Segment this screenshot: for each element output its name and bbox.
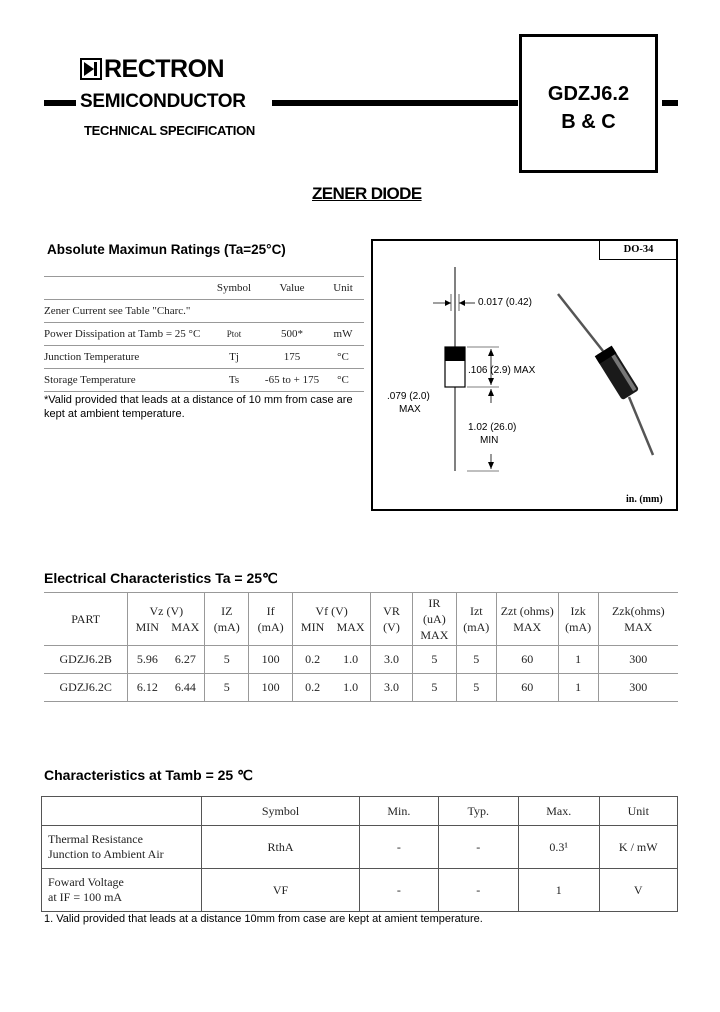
header-sub-label: MAX [624,620,653,634]
vr-cell: 3.0 [371,646,413,674]
header-cell [44,277,206,300]
header-sub-label: MAX [336,620,365,634]
table-header-row [44,593,678,646]
header-label: Zzk(ohms) [611,604,665,618]
header-cell: Unit [322,277,364,300]
header-izt [456,593,496,646]
symbol-cell: VF [201,869,359,912]
zzt-cell: 60 [496,674,558,702]
table-row [42,826,678,869]
vz-max: 6.27 [174,652,196,666]
value-cell: 175 [262,346,322,369]
unit-cell: °C [322,369,364,392]
header-sub-label: MAX [171,620,200,634]
header-label: Vf (V) [315,604,348,618]
abs-max-table [44,276,364,392]
abs-max-title: Absolute Maximun Ratings (Ta=25°C) [47,242,286,257]
param-cell: Storage Temperature [44,369,206,392]
diode-logo-icon [80,58,102,80]
header-label: If [266,604,275,618]
table-row [44,300,364,323]
table-row [42,869,678,912]
vz-cell [128,646,205,674]
abs-max-footnote: *Valid provided that leads at a distance of 10 mm from case are kept at ambient temperature. [44,394,353,420]
if-cell: 100 [249,646,293,674]
table-row [44,369,364,392]
unit-cell: K / mW [599,826,677,869]
param-cell: Power Dissipation at Tamb = 25 °C [44,323,206,346]
param-label: Thermal Resistance [48,832,143,846]
header-vz [128,593,205,646]
header-sub-label: (mA) [213,620,240,634]
param-cell: Junction Temperature [44,346,206,369]
unit-cell: mW [322,323,364,346]
header-ir [412,593,456,646]
header-cell: Typ. [438,797,518,826]
symbol-cell: Ptot [206,323,262,346]
header-sub-label: MAX [420,628,449,642]
vf-min: 0.2 [305,680,321,694]
typ-cell: - [438,826,518,869]
lead-3d-top [558,294,603,351]
header-cell: Value [262,277,322,300]
table-row [44,346,364,369]
characteristics-table [41,796,678,912]
electrical-title: Electrical Characteristics Ta = 25℃ [44,570,278,586]
header-sub-label: (uA) [423,612,446,626]
units-label: in. (mm) [626,494,663,505]
unit-cell: °C [322,346,364,369]
vz-min: 5.96 [136,652,158,666]
header-iz [205,593,249,646]
value-cell [262,300,322,323]
header-sub-label: (V) [383,620,400,634]
header-sub-label: (mA) [257,620,284,634]
header-if [249,593,293,646]
vr-cell: 3.0 [371,674,413,702]
header-sub-label: (mA) [463,620,490,634]
header-cell: Unit [599,797,677,826]
part-number: GDZJ6.2 [547,83,630,105]
header-label: Zzt (ohms) [500,604,554,618]
header-sub-label: MAX [513,620,542,634]
izk-cell: 1 [558,674,598,702]
header-izk [558,593,598,646]
ir-cell: 5 [412,646,456,674]
header-label: Vz (V) [149,604,184,618]
min-cell: - [360,826,439,869]
header-vr [371,593,413,646]
header-cell: Symbol [201,797,359,826]
min-cell: - [360,869,439,912]
vz-min: 6.12 [136,680,158,694]
unit-cell [322,300,364,323]
header-cell: Min. [360,797,439,826]
izt-cell: 5 [456,646,496,674]
header-sub-label: (mA) [565,620,592,634]
dim-lead-diameter: 0.017 (0.42) [478,297,532,308]
iz-cell: 5 [205,674,249,702]
vz-cell [128,674,205,702]
header-zzt [496,593,558,646]
header-cell [42,797,202,826]
if-cell: 100 [249,674,293,702]
vf-cell [293,674,371,702]
part-cell: GDZJ6.2C [44,674,128,702]
max-cell: 0.3¹ [518,826,599,869]
header-label: VR [383,604,400,618]
zzk-cell: 300 [598,674,678,702]
table-row [44,674,678,702]
izk-cell: 1 [558,646,598,674]
brand-subtitle: SEMICONDUCTOR [80,91,246,112]
typ-cell: - [438,869,518,912]
symbol-cell: Ts [206,369,262,392]
vf-cell [293,646,371,674]
part-variants: B & C [561,111,616,133]
header-sub-label: MIN [300,620,325,634]
value-cell: -65 to + 175 [262,369,322,392]
document-title: ZENER DIODE [312,184,422,203]
max-cell: 1 [518,869,599,912]
value-cell: 500* [262,323,322,346]
dim-lead-length: 1.02 (26.0) [468,422,517,433]
dim-lead-length-min: MIN [480,435,499,446]
header-cell: Max. [518,797,599,826]
header-cell: Symbol [206,277,262,300]
table-header-row [42,797,678,826]
symbol-cell [206,300,262,323]
header-sub-label: MIN [135,620,159,634]
symbol-cell: RthA [201,826,359,869]
ir-cell: 5 [412,674,456,702]
vf-max: 1.0 [343,680,359,694]
header-label: Izk [570,604,586,618]
zzk-cell: 300 [598,646,678,674]
cathode-band [445,347,465,361]
param-sublabel: at IF = 100 mA [48,890,123,904]
lead-3d-bottom [629,397,653,455]
part-number-box [519,34,658,173]
param-label: Foward Voltage [48,875,124,889]
symbol-cell: Tj [206,346,262,369]
header-rule-right [272,100,518,106]
table-row [44,323,364,346]
header-label: IR [428,596,441,610]
header-rule-left [44,100,76,106]
header-label: Izt [469,604,483,618]
dim-body-diameter-max: MAX [399,404,421,415]
vf-min: 0.2 [305,652,321,666]
brand-name: RECTRON [104,55,225,83]
tagline: TECHNICAL SPECIFICATION [84,123,256,138]
header-part [44,593,128,646]
electrical-table [44,592,678,702]
izt-cell: 5 [456,674,496,702]
characteristics-title: Characteristics at Tamb = 25 ℃ [44,767,253,783]
diode-3d-body [595,346,640,401]
header-zzk [598,593,678,646]
header-rule-far [662,100,678,106]
zzt-cell: 60 [496,646,558,674]
unit-cell: V [599,869,677,912]
dim-body-diameter: .079 (2.0) [387,391,430,402]
characteristics-footnote: 1. Valid provided that leads at a distance 10mm from case are kept at amient temperature. [44,913,483,925]
table-row [44,646,678,674]
header-label: PART [71,612,101,626]
header-vf [293,593,371,646]
header-label: IZ [221,604,233,618]
param-cell [42,826,202,869]
vz-max: 6.44 [174,680,196,694]
package-name: DO-34 [599,241,677,260]
param-cell [42,869,202,912]
part-cell: GDZJ6.2B [44,646,128,674]
vf-max: 1.0 [343,652,359,666]
dim-body-length: .106 (2.9) MAX [468,365,536,376]
iz-cell: 5 [205,646,249,674]
param-sublabel: Junction to Ambient Air [48,847,164,861]
table-header-row [44,277,364,300]
param-cell: Zener Current see Table "Charc." [44,300,206,323]
